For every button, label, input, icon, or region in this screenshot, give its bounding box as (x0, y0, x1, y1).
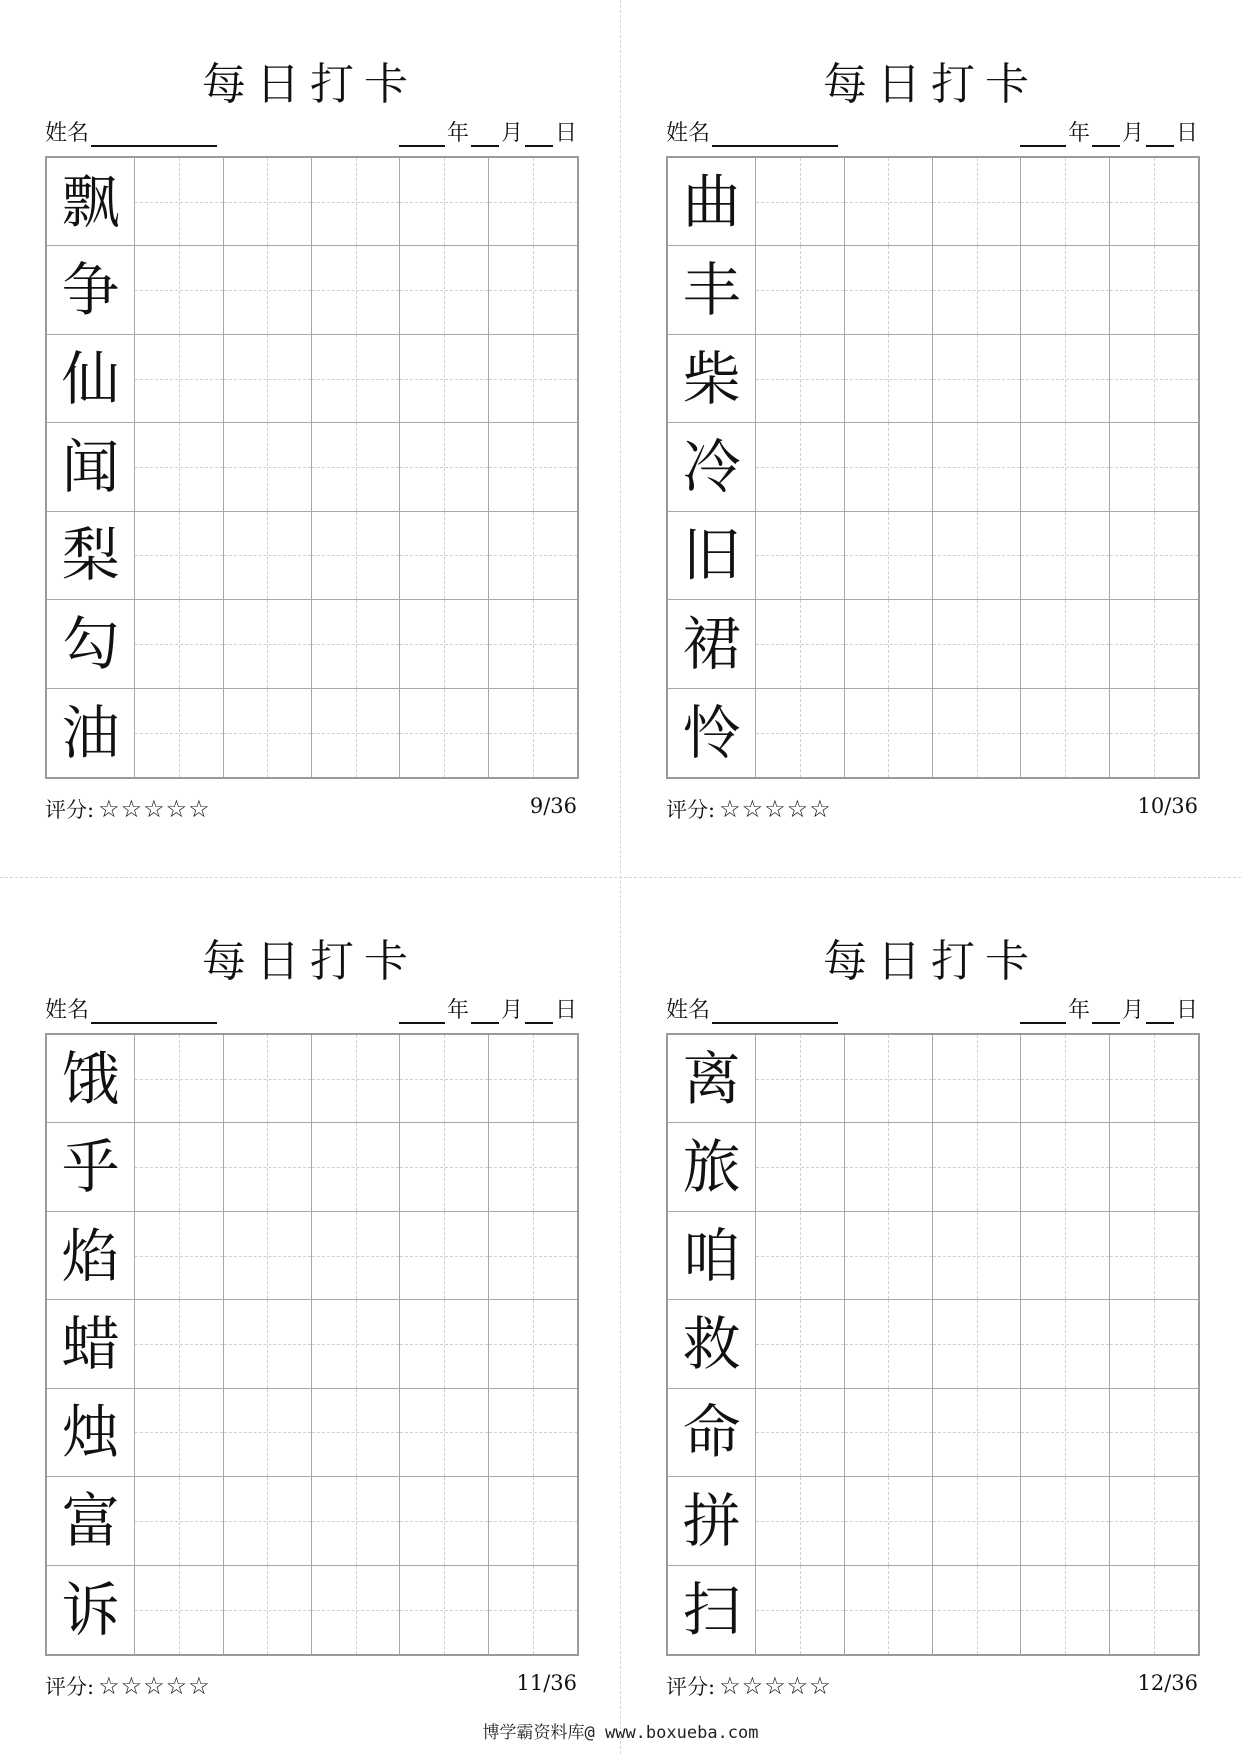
name-label: 姓名 (45, 998, 90, 1023)
day-label: 日 (554, 998, 577, 1023)
practice-cell[interactable] (1021, 246, 1109, 334)
practice-cell[interactable] (845, 1300, 933, 1388)
practice-cell[interactable] (845, 512, 933, 600)
practice-cell[interactable] (1021, 600, 1109, 688)
practice-cell[interactable] (400, 1300, 488, 1388)
page-number: 11/36 (516, 1671, 577, 1695)
day-blank[interactable] (1146, 121, 1174, 147)
model-character: 焰 (61, 1221, 120, 1290)
star-rating[interactable]: ☆☆☆☆☆ (719, 1672, 832, 1700)
score-label: 评分: (666, 1675, 716, 1699)
model-character: 丰 (682, 256, 741, 325)
year-blank[interactable] (399, 998, 445, 1024)
model-character: 拼 (682, 1486, 741, 1555)
practice-cell[interactable] (756, 1477, 844, 1565)
day-label: 日 (554, 121, 577, 146)
practice-cell[interactable] (845, 1035, 933, 1123)
model-character: 争 (61, 256, 120, 325)
practice-cell[interactable] (312, 1123, 400, 1211)
practice-cell[interactable] (135, 423, 223, 511)
practice-cell[interactable] (756, 512, 844, 600)
practice-cell[interactable] (489, 1123, 577, 1211)
practice-cell[interactable] (489, 335, 577, 423)
practice-cell[interactable] (400, 1566, 488, 1654)
page-number: 12/36 (1137, 1671, 1198, 1695)
model-character-cell (47, 1123, 135, 1211)
practice-cell[interactable] (845, 1123, 933, 1211)
practice-cell[interactable] (489, 512, 577, 600)
model-character-cell (668, 1477, 756, 1565)
practice-cell[interactable] (1110, 600, 1198, 688)
practice-cell[interactable] (135, 1389, 223, 1477)
model-character-cell (47, 335, 135, 423)
model-character: 咱 (682, 1221, 741, 1290)
practice-cell[interactable] (1021, 158, 1109, 246)
practice-cell[interactable] (400, 1123, 488, 1211)
practice-cell[interactable] (756, 1566, 844, 1654)
model-character-cell (47, 689, 135, 777)
practice-cell[interactable] (1110, 1389, 1198, 1477)
practice-cell[interactable] (1021, 1389, 1109, 1477)
practice-cell[interactable] (933, 1389, 1021, 1477)
practice-cell[interactable] (312, 1477, 400, 1565)
model-character: 闻 (61, 432, 120, 501)
model-character: 烛 (61, 1398, 120, 1467)
card-title: 每日打卡 (202, 59, 418, 110)
practice-cell[interactable] (756, 423, 844, 511)
model-character-cell (668, 1300, 756, 1388)
practice-cell[interactable] (400, 600, 488, 688)
name-blank[interactable] (91, 121, 217, 147)
model-character-cell (47, 1477, 135, 1565)
practice-cell[interactable] (400, 158, 488, 246)
model-character: 冷 (682, 432, 741, 501)
model-character: 飘 (61, 167, 120, 236)
model-character-cell (668, 335, 756, 423)
practice-cell[interactable] (489, 1477, 577, 1565)
practice-cell[interactable] (312, 512, 400, 600)
practice-cell[interactable] (1021, 1212, 1109, 1300)
practice-cell[interactable] (135, 600, 223, 688)
practice-cell[interactable] (224, 1566, 312, 1654)
model-character: 仙 (61, 344, 120, 413)
practice-cell[interactable] (1021, 1566, 1109, 1654)
practice-cell[interactable] (756, 689, 844, 777)
score-row (45, 1671, 211, 1701)
date-field (1018, 993, 1198, 1024)
name-blank[interactable] (91, 998, 217, 1024)
year-label: 年 (1067, 998, 1090, 1023)
practice-cell[interactable] (933, 689, 1021, 777)
writing-grid (666, 1033, 1200, 1656)
practice-cell[interactable] (135, 246, 223, 334)
practice-cell[interactable] (312, 689, 400, 777)
practice-cell[interactable] (933, 423, 1021, 511)
score-label: 评分: (666, 798, 716, 822)
practice-cell[interactable] (1110, 335, 1198, 423)
practice-cell[interactable] (756, 1212, 844, 1300)
day-label: 日 (1175, 998, 1198, 1023)
name-field (45, 116, 217, 147)
year-blank[interactable] (399, 121, 445, 147)
month-blank[interactable] (471, 998, 499, 1024)
practice-cell[interactable] (135, 335, 223, 423)
practice-cell[interactable] (400, 423, 488, 511)
practice-cell[interactable] (1021, 1123, 1109, 1211)
practice-cell[interactable] (933, 1123, 1021, 1211)
practice-cell[interactable] (135, 1300, 223, 1388)
model-character-cell (668, 1389, 756, 1477)
score-row (45, 794, 211, 824)
practice-cell[interactable] (400, 689, 488, 777)
practice-card (621, 0, 1241, 877)
practice-cell[interactable] (756, 1300, 844, 1388)
practice-cell[interactable] (489, 689, 577, 777)
practice-cell[interactable] (400, 246, 488, 334)
practice-cell[interactable] (933, 1477, 1021, 1565)
name-field (45, 993, 217, 1024)
practice-cell[interactable] (312, 1566, 400, 1654)
day-blank[interactable] (1146, 998, 1174, 1024)
year-blank[interactable] (1020, 121, 1066, 147)
practice-cell[interactable] (1110, 1477, 1198, 1565)
practice-cell[interactable] (933, 1212, 1021, 1300)
model-character: 勾 (61, 609, 120, 678)
practice-cell[interactable] (312, 1035, 400, 1123)
model-character-cell (47, 1212, 135, 1300)
practice-cell[interactable] (756, 1389, 844, 1477)
practice-cell[interactable] (1021, 1477, 1109, 1565)
practice-cell[interactable] (224, 1123, 312, 1211)
practice-cell[interactable] (489, 1212, 577, 1300)
model-character: 离 (682, 1044, 741, 1113)
practice-cell[interactable] (933, 335, 1021, 423)
date-field (1018, 116, 1198, 147)
model-character-cell (668, 246, 756, 334)
practice-cell[interactable] (1110, 1123, 1198, 1211)
year-label: 年 (446, 998, 469, 1023)
model-character: 怜 (682, 698, 741, 767)
practice-cell[interactable] (845, 158, 933, 246)
practice-cell[interactable] (312, 158, 400, 246)
practice-card (0, 0, 620, 877)
practice-cell[interactable] (400, 1035, 488, 1123)
model-character-cell (668, 600, 756, 688)
model-character-cell (47, 1035, 135, 1123)
star-rating[interactable]: ☆☆☆☆☆ (719, 795, 832, 823)
practice-cell[interactable] (1021, 689, 1109, 777)
practice-cell[interactable] (1110, 1300, 1198, 1388)
practice-cell[interactable] (312, 1300, 400, 1388)
practice-cell[interactable] (1021, 335, 1109, 423)
year-blank[interactable] (1020, 998, 1066, 1024)
name-label: 姓名 (45, 121, 90, 146)
practice-cell[interactable] (135, 1035, 223, 1123)
practice-cell[interactable] (845, 423, 933, 511)
model-character: 曲 (682, 167, 741, 236)
name-blank[interactable] (712, 121, 838, 147)
practice-cell[interactable] (1110, 246, 1198, 334)
practice-cell[interactable] (400, 1477, 488, 1565)
day-label: 日 (1175, 121, 1198, 146)
practice-cell[interactable] (224, 1035, 312, 1123)
practice-cell[interactable] (224, 1300, 312, 1388)
practice-cell[interactable] (489, 1389, 577, 1477)
practice-cell[interactable] (845, 1389, 933, 1477)
month-label: 月 (500, 998, 523, 1023)
practice-cell[interactable] (933, 1566, 1021, 1654)
practice-cell[interactable] (756, 1123, 844, 1211)
practice-cell[interactable] (135, 1477, 223, 1565)
practice-cell[interactable] (1021, 1300, 1109, 1388)
writing-grid (45, 1033, 579, 1656)
practice-cell[interactable] (135, 158, 223, 246)
practice-cell[interactable] (1021, 1035, 1109, 1123)
model-character-cell (668, 512, 756, 600)
model-character-cell (47, 1300, 135, 1388)
practice-cell[interactable] (1021, 423, 1109, 511)
model-character-cell (47, 512, 135, 600)
score-label: 评分: (45, 798, 95, 822)
writing-grid (666, 156, 1200, 779)
practice-cell[interactable] (312, 600, 400, 688)
practice-cell[interactable] (1110, 158, 1198, 246)
model-character-cell (47, 158, 135, 246)
model-character: 柴 (682, 344, 741, 413)
year-label: 年 (446, 121, 469, 146)
practice-cell[interactable] (756, 1035, 844, 1123)
month-blank[interactable] (471, 121, 499, 147)
footer-watermark: 博学霸资料库@ www.boxueba.com (482, 1723, 759, 1743)
model-character: 救 (682, 1309, 741, 1378)
practice-cell[interactable] (489, 158, 577, 246)
practice-cell[interactable] (135, 1212, 223, 1300)
practice-cell[interactable] (224, 423, 312, 511)
practice-cell[interactable] (756, 335, 844, 423)
practice-cell[interactable] (845, 246, 933, 334)
practice-cell[interactable] (224, 1389, 312, 1477)
model-character-cell (668, 1035, 756, 1123)
month-label: 月 (1121, 121, 1144, 146)
star-rating[interactable]: ☆☆☆☆☆ (98, 795, 211, 823)
practice-cell[interactable] (489, 1035, 577, 1123)
model-character-cell (47, 1566, 135, 1654)
month-blank[interactable] (1092, 121, 1120, 147)
practice-cell[interactable] (1110, 1566, 1198, 1654)
practice-cell[interactable] (224, 1477, 312, 1565)
model-character: 油 (61, 698, 120, 767)
name-field (666, 116, 838, 147)
practice-cell[interactable] (1110, 1035, 1198, 1123)
month-blank[interactable] (1092, 998, 1120, 1024)
model-character-cell (47, 1389, 135, 1477)
practice-cell[interactable] (224, 600, 312, 688)
practice-cell[interactable] (135, 689, 223, 777)
model-character-cell (668, 1566, 756, 1654)
practice-card (0, 877, 620, 1754)
practice-cell[interactable] (933, 158, 1021, 246)
card-title: 每日打卡 (823, 936, 1039, 987)
practice-cell[interactable] (1110, 1212, 1198, 1300)
page-number: 9/36 (529, 794, 577, 818)
practice-cell[interactable] (845, 1566, 933, 1654)
model-character-cell (47, 423, 135, 511)
practice-cell[interactable] (312, 1389, 400, 1477)
practice-cell[interactable] (845, 1212, 933, 1300)
day-blank[interactable] (525, 121, 553, 147)
practice-cell[interactable] (489, 1566, 577, 1654)
model-character-cell (668, 689, 756, 777)
practice-cell[interactable] (312, 335, 400, 423)
model-character-cell (668, 423, 756, 511)
practice-cell[interactable] (312, 246, 400, 334)
model-character: 梨 (61, 521, 120, 590)
year-label: 年 (1067, 121, 1090, 146)
practice-cell[interactable] (933, 1035, 1021, 1123)
practice-cell[interactable] (756, 246, 844, 334)
model-character-cell (47, 246, 135, 334)
month-label: 月 (1121, 998, 1144, 1023)
practice-cell[interactable] (400, 335, 488, 423)
practice-cell[interactable] (224, 158, 312, 246)
practice-cell[interactable] (224, 246, 312, 334)
model-character: 蜡 (61, 1309, 120, 1378)
score-row (666, 1671, 832, 1701)
model-character: 富 (61, 1486, 120, 1555)
model-character-cell (47, 600, 135, 688)
practice-cell[interactable] (1110, 689, 1198, 777)
practice-cell[interactable] (933, 600, 1021, 688)
practice-cell[interactable] (933, 512, 1021, 600)
model-character-cell (668, 158, 756, 246)
practice-cell[interactable] (135, 512, 223, 600)
date-field (397, 993, 577, 1024)
practice-cell[interactable] (135, 1566, 223, 1654)
model-character: 命 (682, 1398, 741, 1467)
name-field (666, 993, 838, 1024)
practice-cell[interactable] (1021, 512, 1109, 600)
model-character: 乎 (61, 1133, 120, 1202)
practice-cell[interactable] (224, 335, 312, 423)
writing-grid (45, 156, 579, 779)
practice-cell[interactable] (756, 158, 844, 246)
page-number: 10/36 (1137, 794, 1198, 818)
date-field (397, 116, 577, 147)
practice-cell[interactable] (400, 512, 488, 600)
model-character: 扫 (682, 1575, 741, 1644)
practice-cell[interactable] (312, 1212, 400, 1300)
score-row (666, 794, 832, 824)
practice-cell[interactable] (845, 689, 933, 777)
practice-cell[interactable] (933, 1300, 1021, 1388)
model-character: 诉 (61, 1575, 120, 1644)
practice-cell[interactable] (489, 1300, 577, 1388)
card-title: 每日打卡 (823, 59, 1039, 110)
model-character-cell (668, 1212, 756, 1300)
practice-cell[interactable] (845, 600, 933, 688)
practice-cell[interactable] (224, 512, 312, 600)
model-character: 裙 (682, 609, 741, 678)
practice-cell[interactable] (400, 1212, 488, 1300)
model-character: 饿 (61, 1044, 120, 1113)
practice-cell[interactable] (845, 335, 933, 423)
model-character: 旅 (682, 1133, 741, 1202)
practice-cell[interactable] (845, 1477, 933, 1565)
practice-cell[interactable] (1110, 512, 1198, 600)
name-blank[interactable] (712, 998, 838, 1024)
day-blank[interactable] (525, 998, 553, 1024)
practice-cell[interactable] (400, 1389, 488, 1477)
practice-cell[interactable] (489, 600, 577, 688)
practice-card (621, 877, 1241, 1754)
card-title: 每日打卡 (202, 936, 418, 987)
name-label: 姓名 (666, 121, 711, 146)
practice-cell[interactable] (312, 423, 400, 511)
model-character: 旧 (682, 521, 741, 590)
star-rating[interactable]: ☆☆☆☆☆ (98, 1672, 211, 1700)
practice-cell[interactable] (489, 423, 577, 511)
practice-cell[interactable] (224, 1212, 312, 1300)
month-label: 月 (500, 121, 523, 146)
model-character-cell (668, 1123, 756, 1211)
practice-cell[interactable] (489, 246, 577, 334)
practice-cell[interactable] (933, 246, 1021, 334)
name-label: 姓名 (666, 998, 711, 1023)
practice-cell[interactable] (756, 600, 844, 688)
practice-cell[interactable] (224, 689, 312, 777)
practice-cell[interactable] (135, 1123, 223, 1211)
score-label: 评分: (45, 1675, 95, 1699)
practice-cell[interactable] (1110, 423, 1198, 511)
